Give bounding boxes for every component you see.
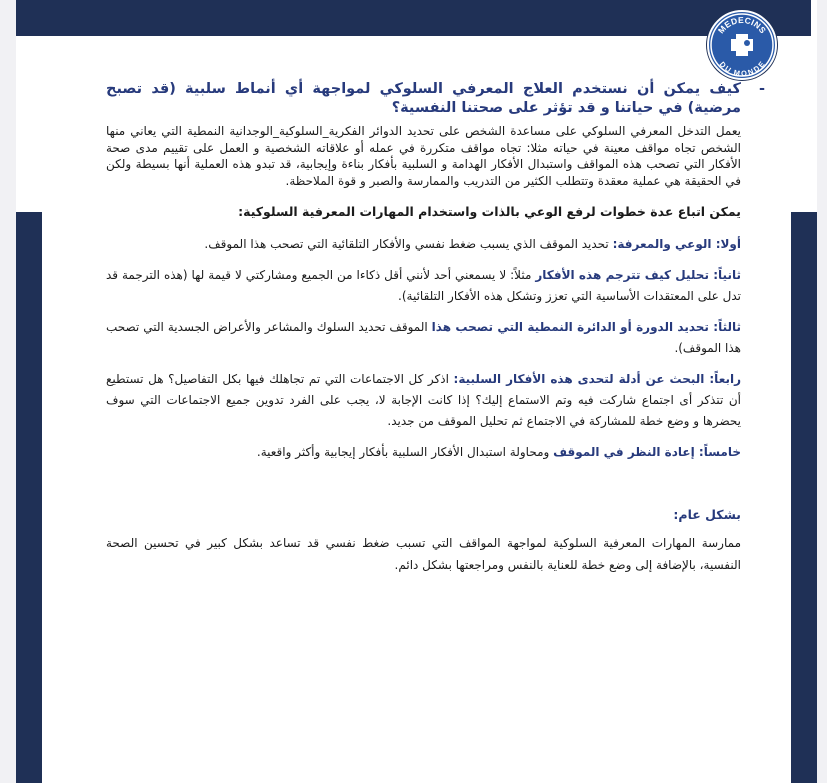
step-4-text: اذكر كل الاجتماعات التي تم تجاهلك فيها بكل التفاصيل؟ هل تستطيع أن تتذكر أى اجتماع شاركت فيه وتم الاستماع إليك؟ إذا كانت الإجابة لا، يجب على الفرد تدوين جميع الاجتماعات التي سوف يحضرها و وضع خطة للمشاركة في الاجتماع ثم تحليل الموقف من جديد.	[106, 372, 741, 428]
step-2-text: مثلاً: لا يسمعني أحد لأنني أقل ذكاءا من الجميع ومشاركتي لا قيمة لها (هذه الترجمة قد تدل على المعتقدات الأساسية التي تعزز وتشكل هذه الأفكار التلقائية).	[106, 268, 741, 303]
step-3	[106, 317, 741, 359]
step-4-label: رابعاً: البحث عن أدلة لتحدى هذه الأفكار السلبية:	[453, 372, 741, 386]
logo-text-bottom: DU MONDE	[717, 59, 767, 78]
step-2	[106, 265, 741, 307]
page-edge-right	[817, 0, 827, 783]
general-paragraph: ممارسة المهارات المعرفية السلوكية لمواجهة المواقف التي تسبب ضغط نفسي قد تساعد بشكل كبير في تحسين الصحة النفسية، بالإضافة إلى وضع خطة للعناية بالنفس ومراجعتها بشكل دائم.	[106, 536, 741, 572]
document-body	[106, 80, 765, 576]
intro-paragraph: يعمل التدخل المعرفي السلوكي على مساعدة الشخص على تحديد الدوائر الفكرية_السلوكية_الوجدانية النمطية التي يعاني منها الشخص تجاه مواقف معينة في حياته مثلا: تجاه مواقف متكررة في عمله أو علاقاته الشخصية و العمل على تقييم مدى صحة الأفكار التي تصحب هذه المواقف واستبدال الأفكار الهدامة و السلبية بأفكار بناءة وإيجابية، قد تبدو هذه العملية أنها بسيطة ولكن في الحقيقة هي عملية معقدة وتتطلب الكثير من التدريب والممارسة والصبر و قوة الملاحظة.	[106, 124, 741, 188]
main-question-text: كيف يمكن أن نستخدم العلاج المعرفي السلوكي لمواجهة أي أنماط سلبية (قد تصبح مرضية) في حياتنا و قد تؤثر على صحتنا النفسية؟	[106, 81, 741, 116]
step-5-label: خامساً: إعادة النظر في الموقف	[553, 445, 741, 459]
step-1	[106, 234, 741, 255]
logo-text-top: MEDECINS	[715, 14, 769, 36]
main-question-heading	[106, 80, 765, 118]
heading-bullet: -	[758, 81, 765, 97]
medecins-du-monde-logo	[707, 10, 777, 80]
step-1-text: تحديد الموقف الذي يسبب ضغط نفسي والأفكار التلقائية التي تصحب هذا الموقف.	[204, 237, 613, 251]
step-3-text: الموقف تحديد السلوك والمشاعر والأعراض الجسدية التي تصحب هذا الموقف).	[106, 320, 741, 355]
side-band-left	[16, 212, 42, 783]
step-5	[106, 442, 741, 463]
step-1-label: أولا: الوعي والمعرفة:	[612, 237, 741, 251]
general-heading: بشكل عام:	[673, 507, 741, 522]
step-3-label: ثالثاً: تحديد الدورة أو الدائرة النمطية التي تصحب هذا	[431, 320, 741, 334]
step-2-label: ثانياً: تحليل كيف تترجم هذه الأفكار	[535, 268, 741, 282]
steps-heading: يمكن اتباع عدة خطوات لرفع الوعي بالذات واستخدام المهارات المعرفية السلوكية:	[238, 204, 741, 219]
cross-logo-icon	[709, 12, 775, 78]
step-5-text: ومحاولة استبدال الأفكار السلبية بأفكار إيجابية وأكثر واقعية.	[256, 445, 554, 459]
header-band	[16, 0, 811, 36]
page-edge-left	[0, 0, 16, 783]
side-band-right	[791, 212, 817, 783]
step-4	[106, 369, 741, 432]
